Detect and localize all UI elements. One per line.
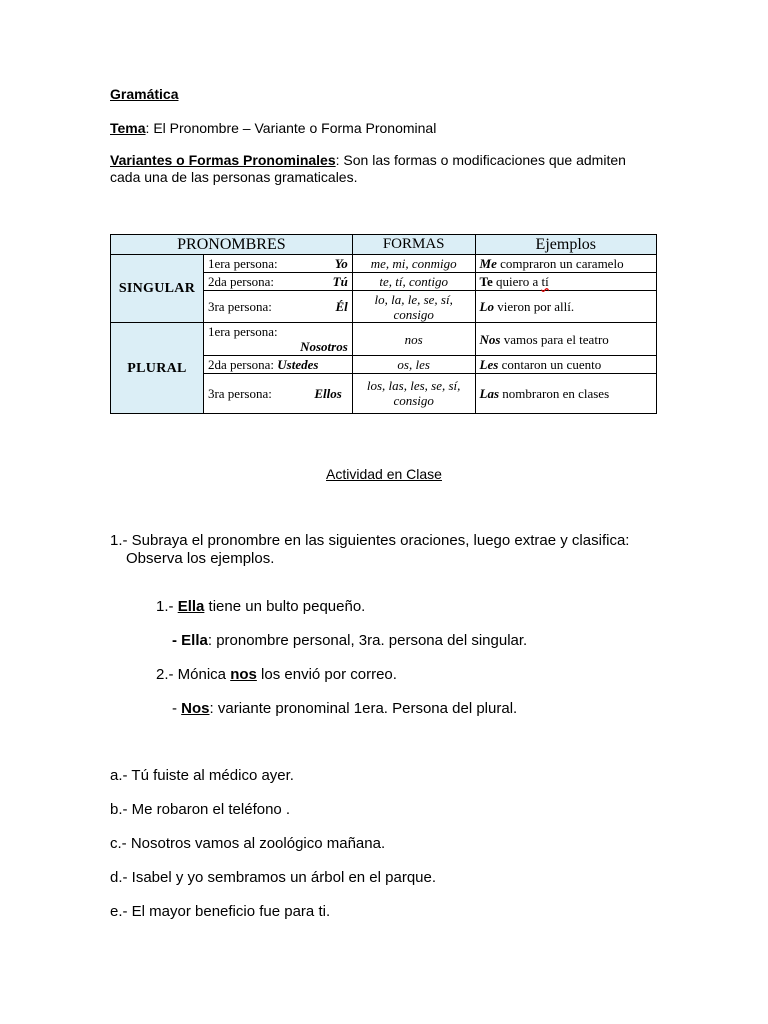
formas-cell: lo, la, le, se, sí, consigo — [352, 291, 475, 323]
instruction-line-2: Observa los ejemplos. — [126, 550, 275, 567]
page-heading: Gramática — [110, 86, 179, 102]
header-pronombres: PRONOMBRES — [111, 235, 353, 255]
persona-cell: 3ra persona: Él — [203, 291, 352, 323]
table-row — [111, 255, 657, 273]
ejemplo-cell: Nos vamos para el teatro — [475, 323, 656, 355]
example-keyword: Ella — [177, 598, 205, 615]
header-ejemplos: Ejemplos — [475, 235, 656, 255]
formas-cell: os, les — [352, 355, 475, 373]
example-2: 2.- Mónica nos los envió por correo. — [156, 666, 397, 683]
persona-cell: 2da persona: Ustedes — [203, 355, 352, 373]
variantes-definition — [110, 152, 670, 186]
exercise-d: d.- Isabel y yo sembramos un árbol en el parque. — [110, 869, 437, 886]
tema-text: : El Pronombre – Variante o Forma Pronominal — [145, 120, 437, 136]
example-1-answer: - Ella: pronombre personal, 3ra. persona del singular. — [172, 632, 528, 649]
persona-cell: 3ra persona: Ellos — [203, 373, 352, 413]
ejemplo-cell: Te quiero a tí — [475, 273, 656, 291]
tema-line — [110, 120, 436, 137]
variantes-text-1: : Son las formas o modificaciones que admiten — [335, 152, 626, 168]
pronombres-table — [110, 234, 657, 414]
persona-cell: 2da persona: Tú — [203, 273, 352, 291]
variantes-text-2: cada una de las personas gramaticales. — [110, 169, 358, 185]
example-keyword: Nos — [181, 700, 210, 717]
ejemplo-cell: Les contaron un cuento — [475, 355, 656, 373]
header-formas: FORMAS — [352, 235, 475, 255]
exercise-a: a.- Tú fuiste al médico ayer. — [110, 767, 294, 784]
table-row — [111, 323, 657, 355]
instruction-line-1: 1.- Subraya el pronombre en las siguientes oraciones, luego extrae y clasifica: — [110, 532, 630, 549]
exercise-e: e.- El mayor beneficio fue para ti. — [110, 903, 331, 920]
formas-cell: te, tí, contigo — [352, 273, 475, 291]
variantes-label: Variantes o Formas Pronominales — [110, 152, 336, 168]
group-plural: PLURAL — [111, 323, 204, 414]
ejemplo-cell: Lo vieron por allí. — [475, 291, 656, 323]
exercise-b: b.- Me robaron el teléfono . — [110, 801, 291, 818]
example-2-answer: - Nos: variante pronominal 1era. Persona del plural. — [172, 700, 518, 717]
exercise-c: c.- Nosotros vamos al zoológico mañana. — [110, 835, 386, 852]
group-singular: SINGULAR — [111, 255, 204, 323]
ejemplo-cell: Las nombraron en clases — [475, 373, 656, 413]
formas-cell: los, las, les, se, sí, consigo — [352, 373, 475, 413]
formas-cell: nos — [352, 323, 475, 355]
ejemplo-cell: Me compraron un caramelo — [475, 255, 656, 273]
tema-label: Tema — [110, 120, 146, 136]
instruction — [110, 532, 629, 568]
example-1: 1.- Ella tiene un bulto pequeño. — [156, 598, 366, 615]
persona-cell: 1era persona: Yo — [203, 255, 352, 273]
formas-cell: me, mi, conmigo — [352, 255, 475, 273]
example-keyword: nos — [230, 666, 257, 683]
table-header-row — [111, 235, 657, 255]
example-keyword: Ella — [181, 632, 208, 649]
actividad-title: Actividad en Clase — [326, 466, 442, 482]
persona-cell: 1era persona: Nosotros — [203, 323, 352, 355]
